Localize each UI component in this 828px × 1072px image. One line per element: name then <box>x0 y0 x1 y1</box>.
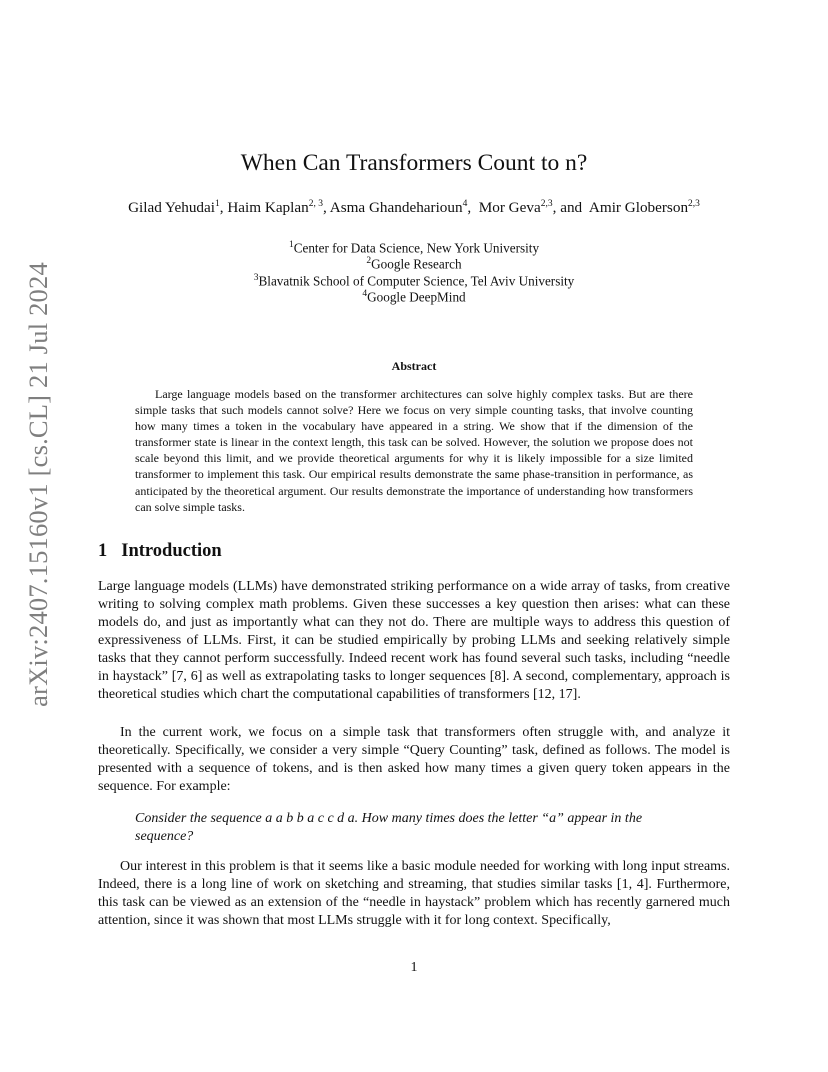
author-connector: and <box>560 199 583 217</box>
author-name: Amir Globerson <box>588 199 689 217</box>
section-title: Introduction <box>121 541 222 561</box>
affiliation-text: Center for Data Science, New York University <box>293 240 540 256</box>
section-number: 1 <box>98 541 108 561</box>
arxiv-identifier-sidebar <box>18 261 58 707</box>
affiliation-mark: 3 <box>253 272 259 283</box>
abstract-text: Large language models based on the transformer architectures can solve highly complex tasks. But are there simple tasks that such models cannot solve? Here we focus on very simple counting tasks, that involve counting how many times a token in the vocabulary have appeared in a string. We show that if the dimension of the transformer state is linear in the context length, this task can be solved. However, the solution we propose does not scale beyond this limit, and we provide theoretical arguments for why it is likely impossible for a size limited transformer to implement this task. Our empirical results demonstrate the same phase-transition in performance, as anticipated by the theoretical argument. Our results demonstrate the importance of understanding how transformers can solve simple tasks. <box>135 387 693 514</box>
affiliation <box>0 270 828 286</box>
author-name: Asma Ghandeharioun <box>329 199 463 217</box>
author-name: Gilad Yehudai <box>128 199 215 217</box>
author-affiliation-mark: 2, 3 <box>308 199 323 209</box>
author-affiliation-mark: 4 <box>462 199 468 209</box>
paper-title: When Can Transformers Count to n? <box>240 150 588 176</box>
affiliation-list <box>0 237 828 305</box>
affiliation-mark: 2 <box>366 256 372 267</box>
affiliation <box>0 237 828 256</box>
page-number: 1 <box>410 960 418 975</box>
affiliation-mark: 4 <box>362 288 368 299</box>
body-paragraph: Large language models (LLMs) have demonstrated striking performance on a wide array of tasks, from creative writing to solving complex math problems. Given these successes a key question then arises: what can these models do, and just as importantly what can they not do. There are multiple ways to address this question of expressiveness of LLMs. First, it can be studied empirically by probing LLMs and seeking relatively simple tasks that they cannot perform successfully. Indeed recent work has found several such tasks, including “needle in haystack” [7, 6] as well as extrapolating tasks to longer sequences [8]. A second, complementary, approach is theoretical studies which chart the computational capabilities of transformers [12, 17]. <box>98 579 730 702</box>
author-affiliation-mark: 2,3 <box>540 199 553 209</box>
abstract-heading: Abstract <box>391 359 437 373</box>
affiliation <box>0 253 828 272</box>
example-quote: Consider the sequence a a b b a c c d a. How many times does the letter “a” appear in the sequence? <box>135 811 643 844</box>
author-name: Mor Geva <box>478 199 541 217</box>
body-paragraph: Our interest in this problem is that it seems like a basic module needed for working with long input streams. Indeed, there is a long line of work on sketching and streaming, that studies similar tasks [1, 4]. Furthermore, this task can be viewed as an extension of the “needle in haystack” problem which has recently garnered much attention, since it was shown that most LLMs struggle with it for long context. Specifically, <box>98 859 730 928</box>
author-list: Gilad Yehudai$^1$, Haim Kaplan$^{2, 3}$, Asma Ghandeharioun$^4$, Mor Geva$^{2,3}$, and Amir Globerson$^{2,3}$ <box>128 199 700 217</box>
affiliation-text: Google DeepMind <box>367 289 466 305</box>
arxiv-identifier: arXiv:2407.15160v1 [cs.CL] 21 Jul 2024 <box>22 261 53 707</box>
author-name: Haim Kaplan <box>227 199 309 217</box>
author-affiliation-mark: 1 <box>214 199 220 209</box>
affiliation-mark: 1 <box>288 240 294 250</box>
affiliation <box>0 286 828 305</box>
body-paragraph: In the current work, we focus on a simple task that transformers often struggle with, and analyze it theoretically. Specifically, we consider a very simple “Query Counting” task, defined as follows. The model is presented with a sequence of tokens, and is then asked how many times a given query token appears in the sequence. For example: <box>98 725 730 794</box>
section-heading <box>98 541 222 562</box>
affiliation-text: Blavatnik School of Computer Science, Tel Aviv University <box>258 272 575 288</box>
affiliation-text: Google Research <box>371 256 462 272</box>
author-affiliation-mark: 2,3 <box>688 199 700 209</box>
